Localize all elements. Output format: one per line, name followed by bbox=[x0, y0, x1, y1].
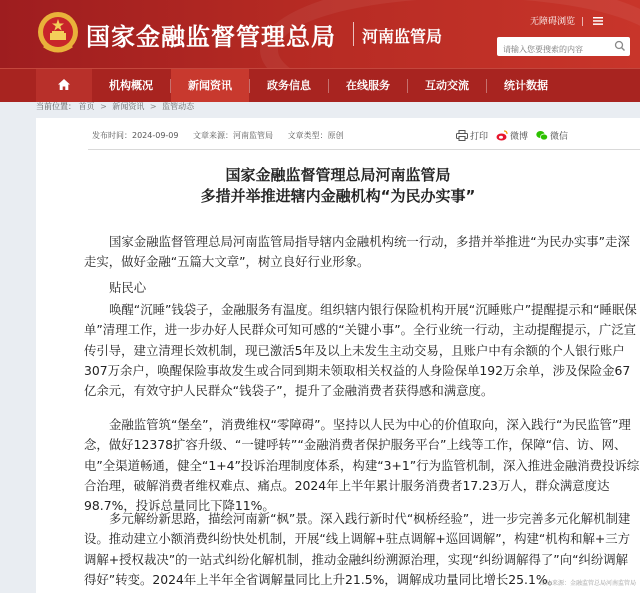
breadcrumb-home[interactable]: 首页 bbox=[78, 102, 95, 111]
site-header bbox=[0, 0, 640, 68]
breadcrumb-regulatory[interactable]: 监管动态 bbox=[162, 102, 195, 111]
nav-item-news[interactable]: 新闻资讯 bbox=[171, 69, 249, 102]
search-icon[interactable] bbox=[614, 40, 626, 52]
article-meta bbox=[92, 130, 356, 141]
article-paragraph bbox=[84, 415, 640, 516]
publish-time: 发布时间：2024-09-09 bbox=[92, 131, 179, 140]
nav-item-statistics[interactable]: 统计数据 bbox=[504, 79, 548, 92]
article-panel bbox=[36, 118, 640, 593]
breadcrumb-separator: > bbox=[149, 102, 157, 111]
section-heading: 贴民心 bbox=[109, 280, 147, 295]
paragraph-consumer-protection: 金融监管筑“堡垒”，消费维权“零障碍”。坚持以人民为中心的价值取向，深入践行“为民监管”理念，做好12378扩容升级、“一键呼转”“金融消费者保护服务平台”上线等工作，保障“信、访、网、电”全渠道畅通，健全“1+4”投诉治理制度体系，构建“3+1”行为监管机制，深入推进金融消费投诉综合治理，破解消费者维权难点、痛点。2024年上半年累计服务消费者17.23万人，群众满意度达98.7%，投诉总量同比下降11%。 bbox=[84, 417, 640, 514]
weibo-button[interactable] bbox=[496, 129, 528, 142]
breadcrumb-prefix: 当前位置： bbox=[36, 102, 76, 111]
weibo-icon bbox=[496, 130, 508, 141]
nav-item-zhengwu[interactable]: 政务信息 bbox=[267, 79, 311, 92]
image-watermark: 图片来源：金融监管总局河南监管局 bbox=[539, 580, 636, 587]
weibo-label: 微博 bbox=[510, 132, 529, 142]
paragraph-intro: 国家金融监督管理总局河南监管局指导辖内金融机构统一行动，多措并举推进“为民办实事”走深走实，做好金融“五篇大文章”，树立良好行业形象。 bbox=[84, 234, 630, 270]
paragraph-dormant-accounts: 唤醒“沉睡”钱袋子，金融服务有温度。组织辖内银行保险机构开展“沉睡账户”提醒提示和“睡眠保单”清理工作，进一步办好人民群众可知可感的“关键小事”。全行业统一行动，主动提醒提示，广泛宣传引导，建立清理长效机制，现已激活5年及以上未发生主动交易，且账户中有余额的个人银行账户307万余户，唤醒保险事故发生或合同到期未领取相关权益的人身险保单192万余单，涉及保险金67亿余元，有效守护人民群众“钱袋子”，提升了金融消费者获得感和满意度。 bbox=[84, 302, 637, 399]
wechat-icon bbox=[536, 130, 548, 141]
breadcrumb bbox=[36, 101, 194, 112]
paragraph-dispute-resolution: 多元解纷新思路，描绘河南新“枫”景。深入践行新时代“枫桥经验”，进一步完善多元化解机制建设。推动建立小额消费纠纷快处机制，开展“线上调解+驻点调解+巡回调解”，构建“机构和解+三方调解+授权裁决”的一站式纠纷化解机制，推动金融纠纷溯源治理，实现“纠纷调解得了”向“纠纷调解得好”转变。2024年上半年全省调解量同比上升21.5%，调解成功量同比增长25.1%。 bbox=[84, 511, 631, 587]
breadcrumb-news[interactable]: 新闻资讯 bbox=[112, 102, 145, 111]
menu-icon[interactable] bbox=[590, 17, 603, 27]
wechat-button[interactable] bbox=[536, 129, 568, 142]
nav-home[interactable] bbox=[36, 69, 92, 102]
main-nav bbox=[0, 68, 640, 102]
printer-icon bbox=[456, 130, 468, 141]
article-source: 文章来源：河南监管局 bbox=[193, 131, 274, 140]
breadcrumb-separator: > bbox=[100, 102, 107, 111]
national-emblem-icon bbox=[36, 10, 80, 56]
wechat-label: 微信 bbox=[550, 132, 569, 142]
home-icon bbox=[57, 78, 71, 91]
search-input[interactable] bbox=[497, 40, 609, 59]
article-paragraph bbox=[84, 232, 640, 273]
nav-item-jigou[interactable]: 机构概况 bbox=[109, 79, 153, 92]
branch-name: 河南监管局 bbox=[362, 27, 443, 46]
org-name: 国家金融监督管理总局 bbox=[86, 23, 336, 51]
top-links-separator: | bbox=[581, 17, 585, 27]
print-label: 打印 bbox=[470, 132, 489, 142]
article-paragraph bbox=[84, 300, 640, 401]
search-box bbox=[497, 37, 630, 56]
article-paragraph bbox=[84, 278, 640, 298]
article-title-line1: 国家金融监督管理总局河南监管局 bbox=[225, 166, 451, 184]
article-type: 文章类型：原创 bbox=[287, 131, 344, 140]
nav-item-interaction[interactable]: 互动交流 bbox=[425, 79, 469, 92]
article-title-line2: 多措并举推进辖内金融机构“为民办实事” bbox=[200, 187, 476, 205]
top-links bbox=[530, 14, 603, 27]
print-button[interactable] bbox=[456, 129, 488, 142]
header-divider bbox=[353, 22, 354, 46]
nav-item-online-service[interactable]: 在线服务 bbox=[346, 79, 390, 92]
accessibility-link[interactable]: 无障碍浏览 bbox=[530, 17, 576, 27]
share-actions bbox=[456, 129, 568, 142]
meta-divider bbox=[88, 149, 640, 150]
